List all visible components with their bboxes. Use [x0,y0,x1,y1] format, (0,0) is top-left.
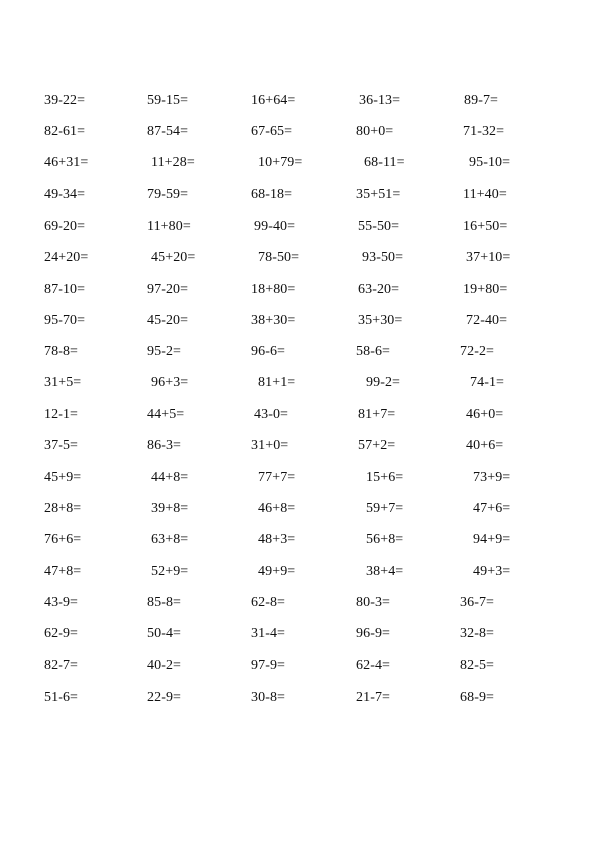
math-problem: 44+5= [147,407,185,422]
math-problem: 31-4= [251,626,286,641]
math-problem: 31+0= [251,438,289,453]
math-problem: 85-8= [147,595,182,610]
math-problem: 49+9= [258,564,296,579]
math-problem: 73+9= [473,470,511,485]
problem-row [0,562,600,582]
problem-row [0,405,600,425]
math-problem: 99-40= [254,219,296,234]
math-problem: 21-7= [356,690,391,705]
problem-row [0,153,600,173]
math-problem: 47+8= [44,564,82,579]
math-problem: 81+7= [358,407,396,422]
math-problem: 95-70= [44,313,86,328]
math-problem: 82-61= [44,124,86,139]
math-problem: 59+7= [366,501,404,516]
math-problem: 78-8= [44,344,79,359]
math-problem: 79-59= [147,187,189,202]
math-problem: 50-4= [147,626,182,641]
math-problem: 72-40= [466,313,508,328]
math-problem: 15+6= [366,470,404,485]
math-problem: 49+3= [473,564,511,579]
math-problem: 86-3= [147,438,182,453]
math-problem: 68-18= [251,187,293,202]
problem-row [0,311,600,331]
math-problem: 62-9= [44,626,79,641]
math-problem: 89-7= [464,93,499,108]
problem-row [0,91,600,111]
math-problem: 93-50= [362,250,404,265]
math-problem: 44+8= [151,470,189,485]
math-problem: 40+6= [466,438,504,453]
math-problem: 68-9= [460,690,495,705]
problem-row [0,436,600,456]
math-problem: 37-5= [44,438,79,453]
math-problem: 46+0= [466,407,504,422]
math-problem: 68-11= [364,155,405,170]
math-problem: 58-6= [356,344,391,359]
math-problem: 31+5= [44,375,82,390]
math-problem: 36-7= [460,595,495,610]
math-problem: 51-6= [44,690,79,705]
math-problem: 97-20= [147,282,189,297]
problem-row [0,468,600,488]
math-problem: 38+4= [366,564,404,579]
math-problem: 45+9= [44,470,82,485]
math-problem: 82-5= [460,658,495,673]
math-problem: 63-20= [358,282,400,297]
math-problem: 77+7= [258,470,296,485]
math-problem: 72-2= [460,344,495,359]
math-problem: 76+6= [44,532,82,547]
math-problem: 36-13= [359,93,401,108]
math-problem: 67-65= [251,124,293,139]
problem-row [0,499,600,519]
problem-row [0,248,600,268]
problem-row [0,656,600,676]
math-problem: 56+8= [366,532,404,547]
problem-row [0,217,600,237]
math-problem: 11+40= [463,187,507,202]
math-problem: 45-20= [147,313,189,328]
problem-row [0,624,600,644]
math-problem: 96-9= [356,626,391,641]
math-problem: 63+8= [151,532,189,547]
math-problem: 69-20= [44,219,86,234]
math-problem: 24+20= [44,250,89,265]
math-problem: 48+3= [258,532,296,547]
math-problem: 38+30= [251,313,296,328]
math-problem: 87-10= [44,282,86,297]
math-problem: 95-10= [469,155,511,170]
math-problem: 39+8= [151,501,189,516]
math-problem: 71-32= [463,124,505,139]
math-problem: 40-2= [147,658,182,673]
math-problem: 78-50= [258,250,300,265]
math-problem: 43-0= [254,407,289,422]
math-problem: 95-2= [147,344,182,359]
math-problem: 49-34= [44,187,86,202]
problem-row [0,593,600,613]
math-problem: 80-3= [356,595,391,610]
problem-row [0,530,600,550]
math-problem: 62-4= [356,658,391,673]
problem-row [0,373,600,393]
math-problem: 45+20= [151,250,196,265]
problem-row [0,688,600,708]
math-problem: 22-9= [147,690,182,705]
math-problem: 43-9= [44,595,79,610]
math-problem: 18+80= [251,282,296,297]
math-problem: 62-8= [251,595,286,610]
math-problem: 52+9= [151,564,189,579]
math-problem: 30-8= [251,690,286,705]
math-problem: 82-7= [44,658,79,673]
math-problem: 96-6= [251,344,286,359]
math-problem: 16+64= [251,93,296,108]
math-problem: 19+80= [463,282,508,297]
math-problem: 81+1= [258,375,296,390]
math-problem: 16+50= [463,219,508,234]
math-problem: 97-9= [251,658,286,673]
math-problem: 11+80= [147,219,191,234]
math-problem: 99-2= [366,375,401,390]
problem-row [0,185,600,205]
math-problem: 28+8= [44,501,82,516]
math-problem: 46+31= [44,155,89,170]
math-problem: 94+9= [473,532,511,547]
problem-row [0,280,600,300]
math-problem: 46+8= [258,501,296,516]
math-problem: 87-54= [147,124,189,139]
math-problem: 55-50= [358,219,400,234]
math-problem: 96+3= [151,375,189,390]
math-problem: 47+6= [473,501,511,516]
math-problem: 11+28= [151,155,195,170]
math-problem: 74-1= [470,375,505,390]
math-problem: 80+0= [356,124,394,139]
math-problem: 37+10= [466,250,511,265]
math-problem: 39-22= [44,93,86,108]
math-problem: 10+79= [258,155,303,170]
math-problem: 35+51= [356,187,401,202]
math-problem: 12-1= [44,407,79,422]
problem-row [0,122,600,142]
math-problem: 35+30= [358,313,403,328]
math-problem: 57+2= [358,438,396,453]
math-problem: 59-15= [147,93,189,108]
problem-row [0,342,600,362]
math-problem: 32-8= [460,626,495,641]
